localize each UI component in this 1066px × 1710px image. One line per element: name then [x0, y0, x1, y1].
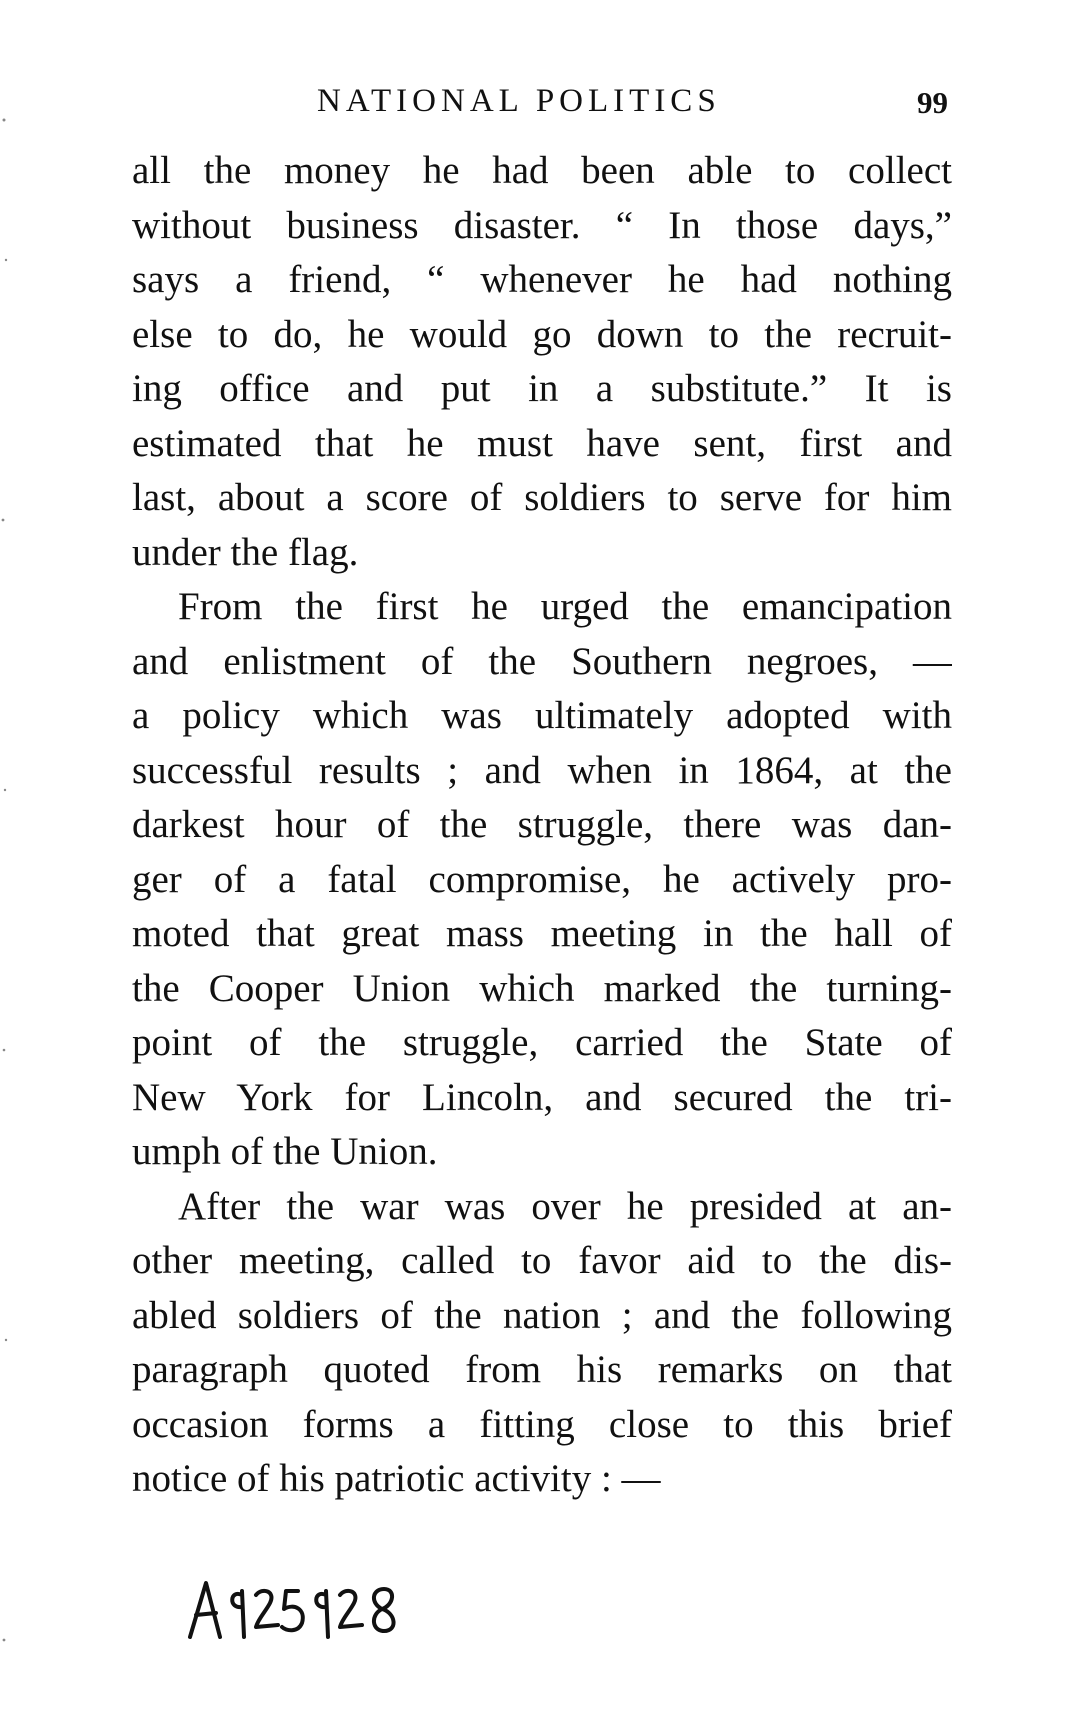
text-line: abled soldiers of the nation ; and the following [132, 1293, 952, 1337]
text-line: else to do, he would go down to the recruit- [132, 312, 952, 356]
text-line: the Cooper Union which marked the turning- [132, 966, 952, 1010]
text-line: successful results ; and when in 1864, at the [132, 748, 952, 792]
text-line: a policy which was ultimately adopted with [132, 694, 952, 737]
text-line: darkest hour of the struggle, there was dan- [132, 803, 952, 846]
text-line: ing office and put in a substitute.” It is [132, 367, 952, 410]
text-line: occasion forms a fitting close to this brief [132, 1402, 952, 1446]
text-line: and enlistment of the Southern negroes, — [132, 639, 952, 683]
text-line: says a friend, “ whenever he had nothing [132, 258, 952, 301]
text-line: umph of the Union. [132, 1130, 438, 1173]
handwritten-catalog-number [186, 1565, 416, 1645]
text-line: estimated that he must have sent, first and [132, 421, 952, 465]
text-line: moted that great mass meeting in the hall of [132, 912, 952, 955]
running-title: NATIONAL POLITICS [317, 83, 721, 119]
text-line: other meeting, called to favor aid to the dis- [132, 1239, 952, 1282]
page-edge-specks [0, 0, 30, 1710]
page-number: 99 [917, 85, 948, 120]
text-line: point of the struggle, carried the State of [132, 1021, 952, 1064]
text-line: notice of his patriotic activity : — [132, 1457, 661, 1500]
text-line: paragraph quoted from his remarks on that [132, 1348, 952, 1391]
text-line: without business disaster. “ In those days,” [132, 203, 952, 247]
paragraph-start-line: From the first he urged the emancipation [178, 585, 952, 628]
running-head [132, 83, 952, 123]
paragraph-start-line: After the war was over he presided at an- [178, 1184, 952, 1228]
text-line: last, about a score of soldiers to serve for him [132, 476, 952, 519]
body-text [132, 144, 952, 1507]
text-line: New York for Lincoln, and secured the tri- [132, 1075, 952, 1119]
text-line: ger of a fatal compromise, he actively pro- [132, 857, 952, 901]
text-line: under the flag. [132, 530, 359, 574]
text-line: all the money he had been able to collect [132, 149, 952, 192]
